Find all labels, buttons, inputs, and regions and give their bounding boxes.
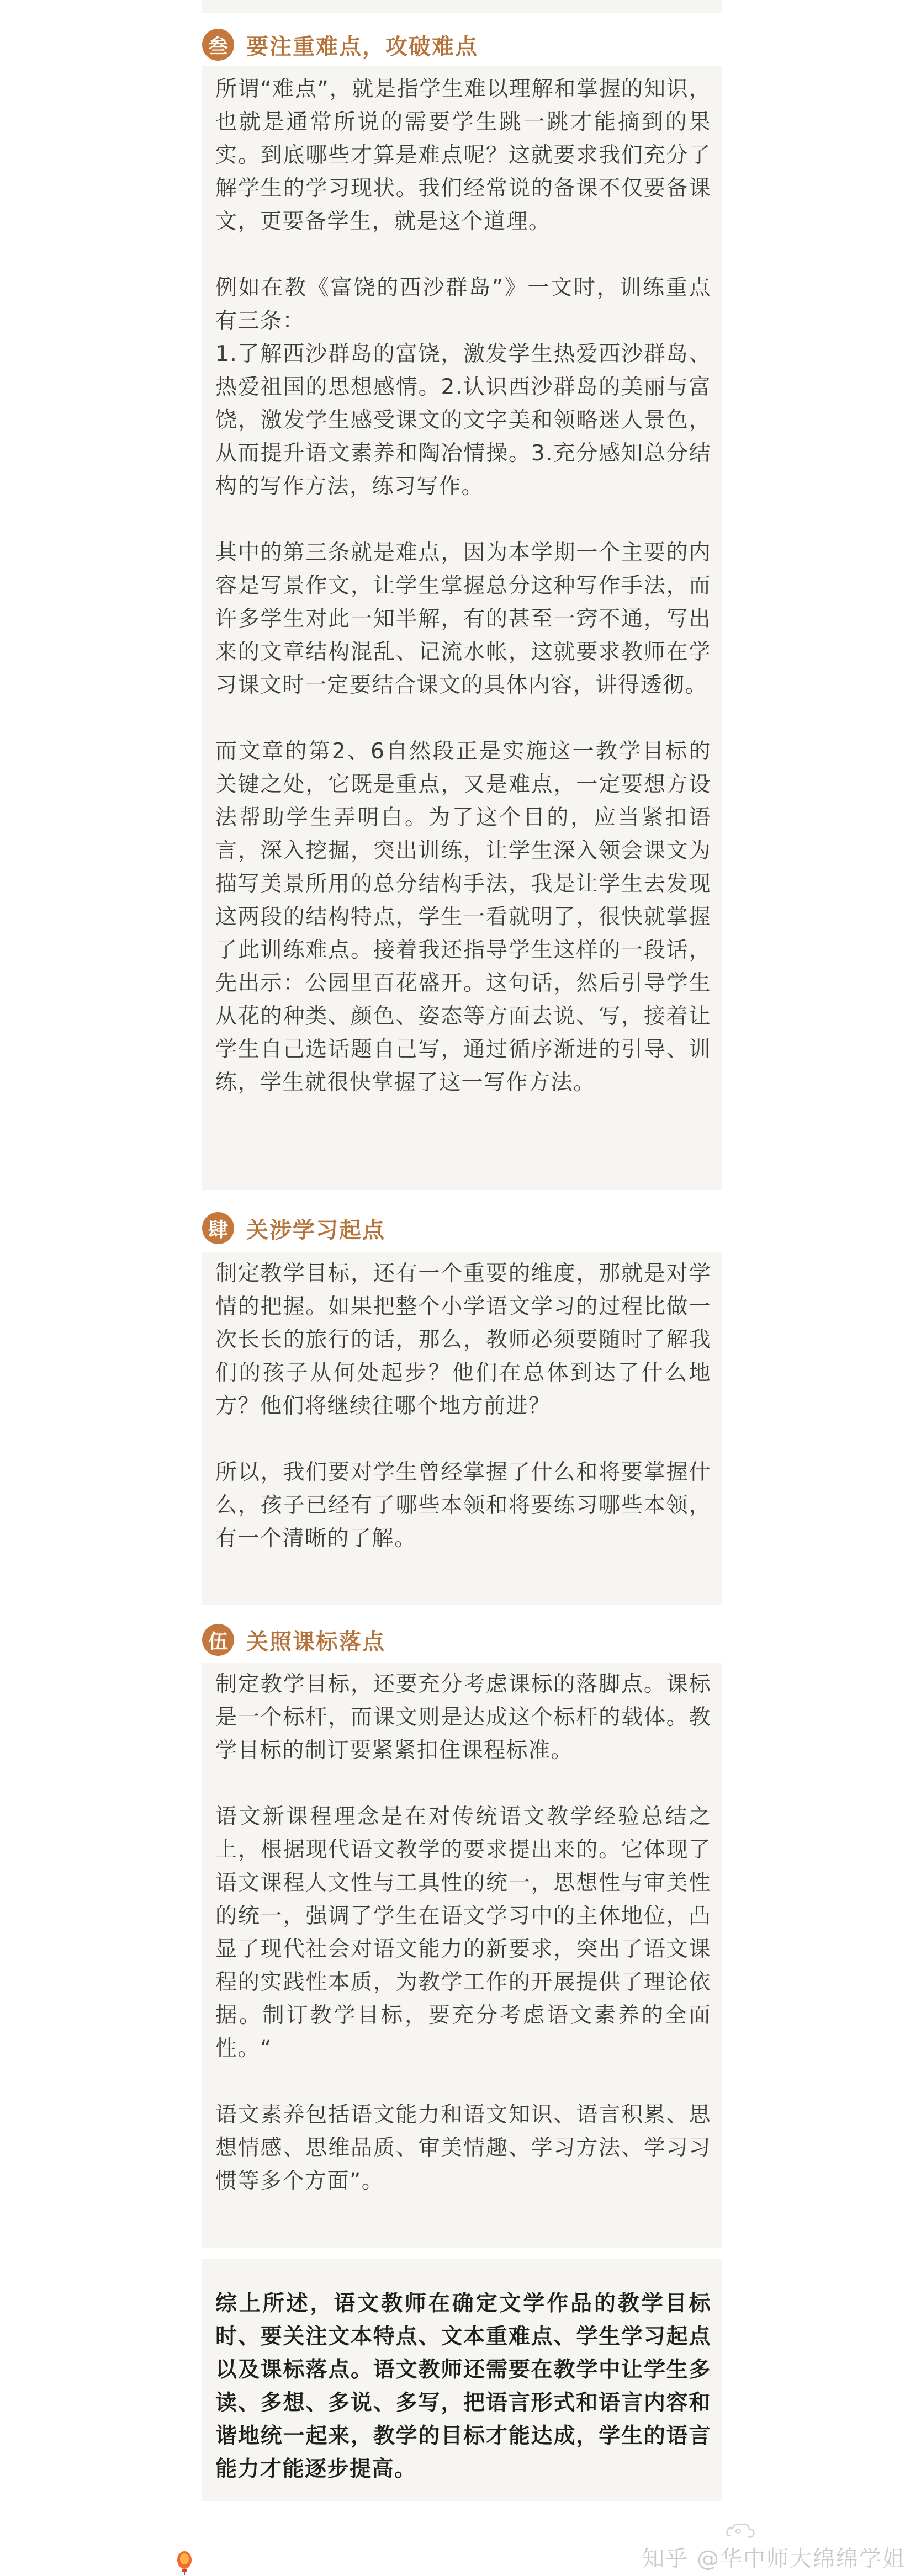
section-heading-3 [202, 29, 478, 61]
section-card-3 [202, 66, 722, 1190]
section-badge-3: 叁 [202, 29, 234, 61]
summary-text: 综上所述，语文教师在确定文学作品的教学目标时、要关注文本特点、文本重难点、学生学习起点以及课标落点。语文教师还需要在教学中让学生多读、多想、多说、多写，把语言形式和语言内容和谐地统一起来，教学的目标才能达成，学生的语言能力才能逐步提高。 [215, 2291, 711, 2482]
lantern-icon [174, 2549, 194, 2575]
watermark-cloud-icon [725, 2521, 756, 2540]
paragraph: 所谓“难点”，就是指学生难以理解和掌握的知识，也就是通常所说的需要学生跳一跳才能摘到的果实。到底哪些才算是难点呢？这就要求我们充分了解学生的学习现状。我们经常说的备课不仅要备课文，更要备学生，就是这个道理。 [215, 77, 711, 234]
paragraph: 所以，我们要对学生曾经掌握了什么和将要掌握什么，孩子已经有了哪些本领和将要练习哪些本领，有一个清晰的了解。 [215, 1460, 711, 1551]
section-card-4 [202, 1252, 722, 1605]
section-heading-5 [202, 1624, 385, 1656]
paragraph: 例如在教《富饶的西沙群岛”》一文时，训练重点有三条： 1.了解西沙群岛的富饶，激发学生热爱西沙群岛、热爱祖国的思想感情。2.认识西沙群岛的美丽与富饶，激发学生感受课文的文字美和领略迷人景色，从而提升语文素养和陶冶情操。3.充分感知总分结构的写作方法，练习写作。 [215, 275, 711, 499]
section-title-4: 关涉学习起点 [246, 1217, 385, 1243]
paragraph: 其中的第三条就是难点，因为本学期一个主要的内容是写景作文，让学生掌握总分这种写作手法，而许多学生对此一知半解，有的甚至一窍不通，写出来的文章结构混乱、记流水帐，这就要求教师在学习课文时一定要结合课文的具体内容，讲得透彻。 [215, 540, 711, 698]
section-title-5: 关照课标落点 [246, 1629, 385, 1655]
paragraph: 语文素养包括语文能力和语文知识、语言积累、思想情感、思维品质、审美情趣、学习方法、学习习惯等多个方面”。 [215, 2102, 711, 2193]
section-heading-4 [202, 1212, 385, 1244]
section-title-3: 要注重难点，攻破难点 [246, 34, 478, 60]
watermark [642, 2541, 906, 2573]
section-card-5 [202, 1663, 722, 2248]
section-badge-5: 伍 [202, 1624, 234, 1656]
paragraph: 制定教学目标，还要充分考虑课标的落脚点。课标是一个标杆，而课文则是达成这个标杆的载体。教学目标的制订要紧紧扣住课程标准。 [215, 1672, 711, 1763]
section-badge-4: 肆 [202, 1212, 234, 1244]
watermark-text: 知乎 @华中师大绵绵学姐 [642, 2546, 906, 2572]
paragraph: 语文新课程理念是在对传统语文教学经验总结之上，根据现代语文教学的要求提出来的。它体现了语文课程人文性与工具性的统一，思想性与审美性的统一，强调了学生在语文学习中的主体地位，凸显了现代社会对语文能力的新要求，突出了语文课程的实践性本质，为教学工作的开展提供了理论依据。制订教学目标，要充分考虑语文素养的全面性。“ [215, 1804, 711, 2061]
card-top-edge [202, 0, 722, 13]
paragraph: 而文章的第2、6自然段正是实施这一教学目标的关键之处，它既是重点，又是难点，一定要想方设法帮助学生弄明白。为了这个目的，应当紧扣语言，深入挖掘，突出训练，让学生深入领会课文为描写美景所用的总分结构手法，我是让学生去发现这两段的结构特点，学生一看就明了，很快就掌握了此训练难点。接着我还指导学生这样的一段话，先出示：公园里百花盛开。这句话，然后引导学生从花的种类、颜色、姿态等方面去说、写，接着让学生自己选话题自己写，通过循序渐进的引导、训练，学生就很快掌握了这一写作方法。 [215, 739, 711, 1095]
paragraph: 制定教学目标，还有一个重要的维度，那就是对学情的把握。如果把整个小学语文学习的过程比做一次长长的旅行的话，那么，教师必须要随时了解我们的孩子从何处起步？他们在总体到达了什么地方？他们将继续往哪个地方前进？ [215, 1261, 711, 1419]
summary-card [202, 2259, 722, 2501]
